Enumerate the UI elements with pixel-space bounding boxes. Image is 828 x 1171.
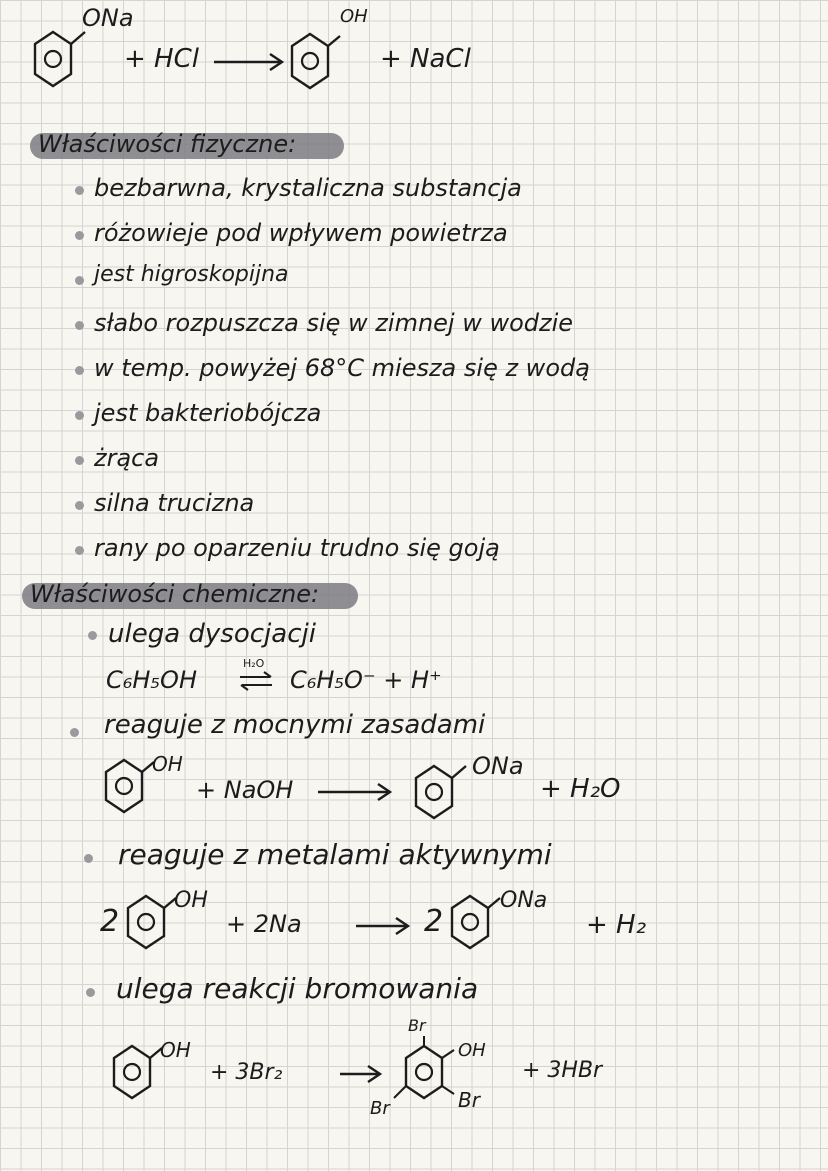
bullet — [75, 231, 84, 240]
physical-item: rany po oparzeniu trudno się goją — [94, 534, 500, 562]
reaction1-reactant-group: ONa — [82, 4, 134, 32]
reaction1-reagent: + HCl — [124, 44, 199, 74]
bullet — [75, 276, 84, 285]
reagent: + 3Br₂ — [210, 1060, 283, 1085]
bullet — [86, 988, 95, 997]
product-group: OH — [458, 1040, 486, 1061]
reagent: + NaOH — [196, 776, 294, 804]
bullet — [70, 728, 79, 737]
dissociation-left: C₆H₅OH — [106, 666, 197, 694]
bromine-left: Br — [370, 1098, 390, 1119]
product-group: ONa — [472, 752, 524, 780]
bullet — [75, 546, 84, 555]
bullet — [75, 456, 84, 465]
physical-item: jest higroskopijna — [94, 262, 289, 287]
benzene-ring-icon — [414, 758, 454, 828]
product-group: ONa — [500, 888, 548, 913]
reactant-group: OH — [174, 888, 208, 913]
bullet — [75, 321, 84, 330]
physical-item: jest bakteriobójcza — [94, 399, 322, 427]
reaction-arrow-icon — [356, 916, 412, 936]
physical-item: słabo rozpuszcza się w zimnej w wodzie — [94, 309, 574, 337]
benzene-ring-icon — [104, 752, 144, 822]
bullet — [84, 854, 93, 863]
coefficient-right: 2 — [424, 904, 444, 939]
dissociation-right: C₆H₅O⁻ + H⁺ — [290, 666, 442, 694]
chemical-item-label: reaguje z metalami aktywnymi — [118, 838, 552, 871]
reagent: + 2Na — [226, 910, 302, 938]
physical-heading: Właściwości fizyczne: — [38, 130, 297, 158]
bullet — [75, 411, 84, 420]
reaction-arrow-icon — [318, 782, 394, 802]
physical-item: różowieje pod wpływem powietrza — [94, 219, 508, 247]
byproduct: + H₂O — [540, 774, 621, 804]
physical-item: w temp. powyżej 68°C miesza się z wodą — [94, 354, 590, 382]
benzene-ring-icon — [450, 888, 490, 958]
benzene-ring-icon — [33, 24, 73, 100]
chemical-item-label: reaguje z mocnymi zasadami — [104, 710, 486, 740]
bromine-top: Br — [408, 1016, 426, 1035]
reaction-arrow-icon — [340, 1064, 384, 1084]
physical-item: żrąca — [94, 444, 160, 472]
bullet — [75, 366, 84, 375]
bullet — [88, 631, 97, 640]
equilibrium-arrow-icon — [238, 670, 274, 692]
bullet — [75, 501, 84, 510]
byproduct: + H₂ — [586, 910, 647, 940]
bromine-right: Br — [458, 1088, 480, 1112]
coefficient-left: 2 — [100, 904, 120, 939]
reaction-arrow-icon — [214, 52, 286, 72]
bullet — [75, 186, 84, 195]
physical-item: bezbarwna, krystaliczna substancja — [94, 174, 522, 202]
benzene-ring-icon — [112, 1038, 152, 1108]
byproduct: + 3HBr — [522, 1058, 603, 1083]
reaction1-byproduct: + NaCl — [380, 44, 471, 74]
chemical-item-label: ulega reakcji bromowania — [116, 972, 479, 1005]
chemical-item-label: ulega dysocjacji — [108, 619, 316, 649]
reaction1-product-group: OH — [340, 6, 368, 27]
reactant-group: OH — [152, 752, 183, 776]
dissociation-over-arrow: H₂O — [243, 657, 265, 670]
benzene-ring-icon — [290, 26, 330, 102]
physical-item: silna trucizna — [94, 489, 255, 517]
reactant-group: OH — [160, 1038, 191, 1062]
benzene-ring-icon — [126, 888, 166, 958]
chemical-heading: Właściwości chemiczne: — [30, 580, 320, 608]
